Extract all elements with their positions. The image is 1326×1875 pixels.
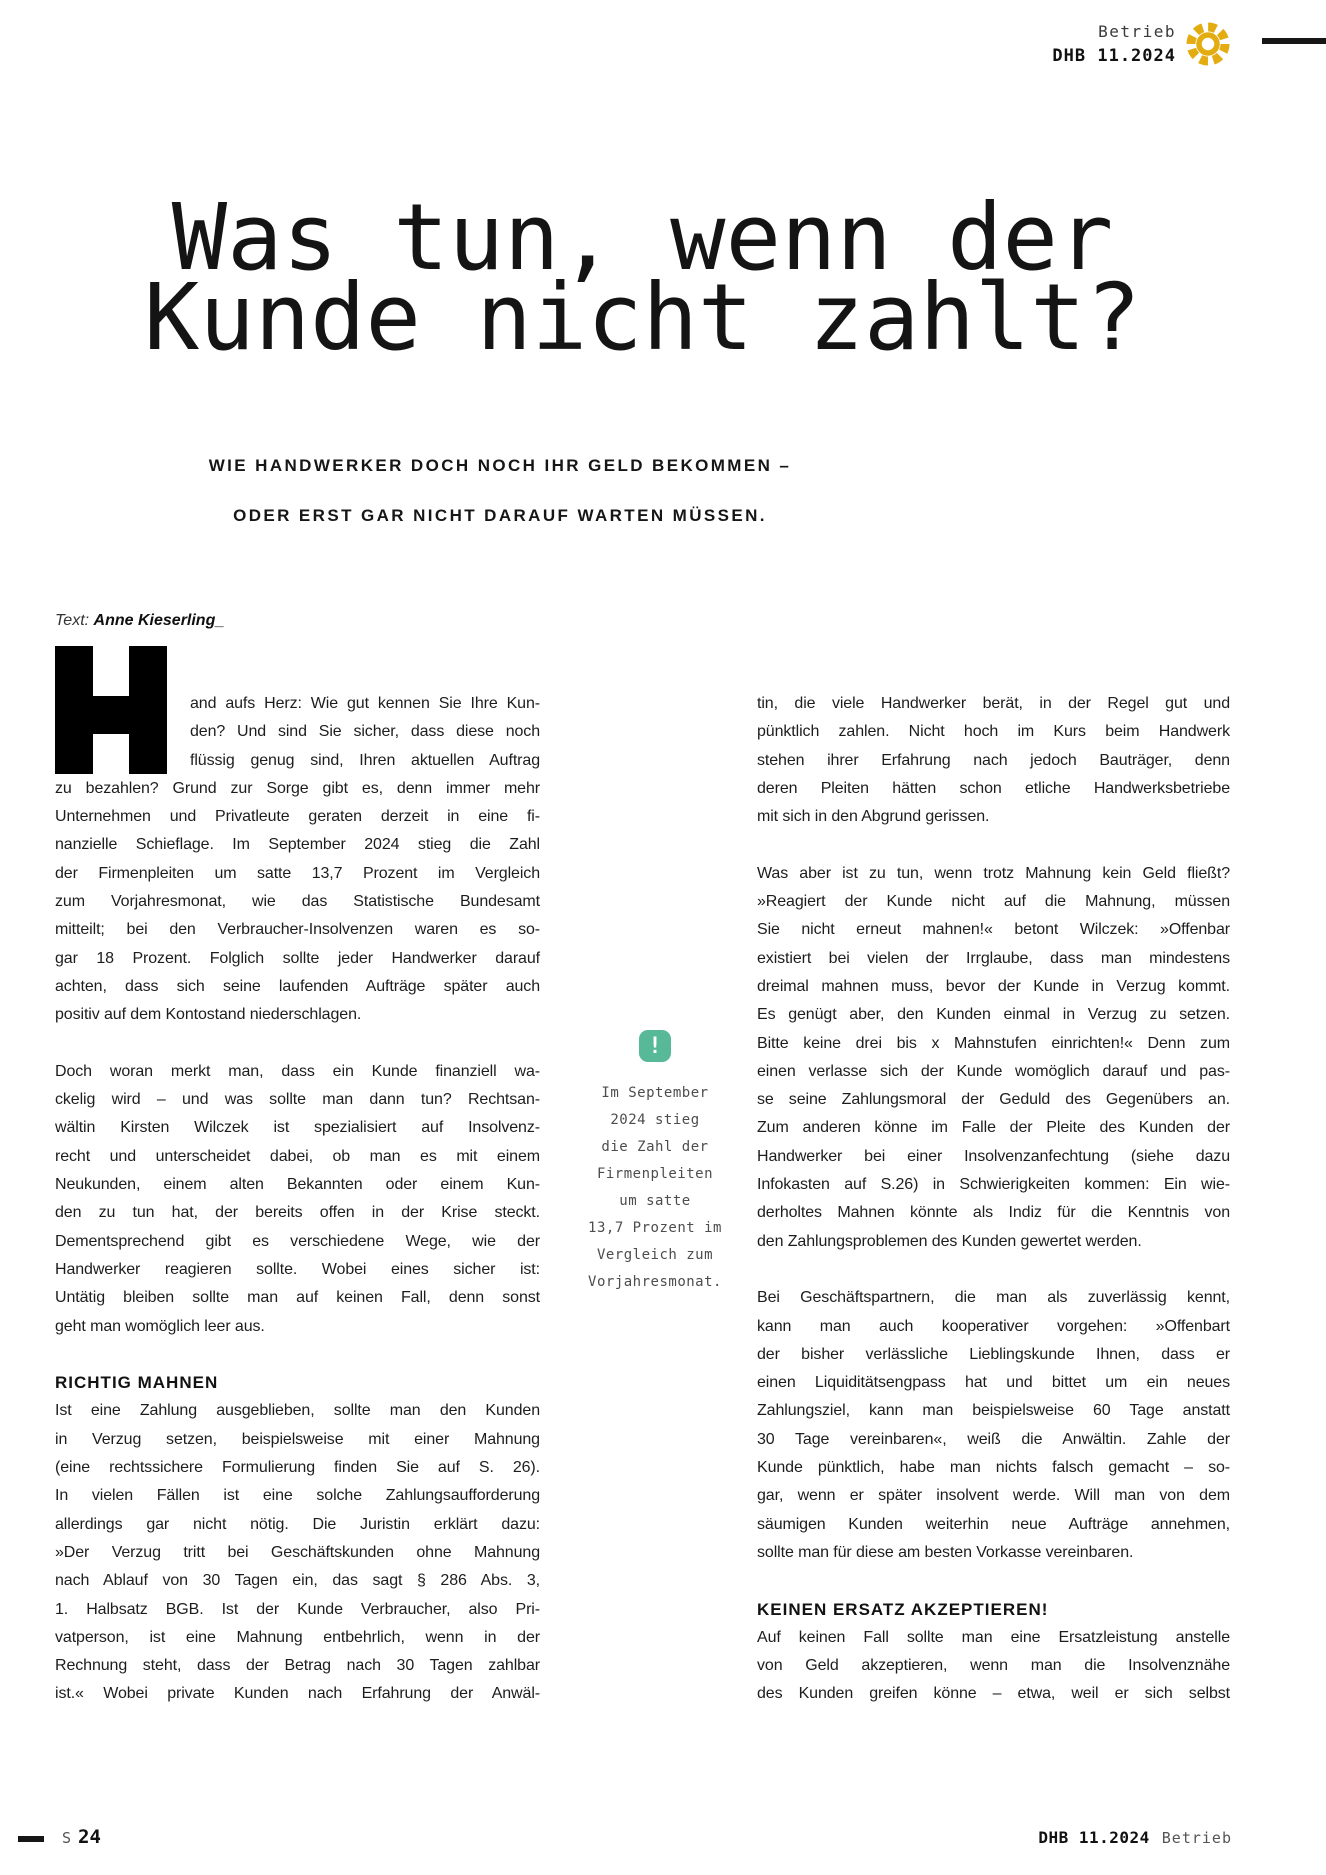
footer-left bbox=[62, 1826, 101, 1848]
text-line: einen Liquiditätsengpass hat und bittet um ein neues bbox=[757, 1374, 1230, 1392]
text-line: In vielen Fällen ist eine solche Zahlungsaufforderung bbox=[55, 1487, 540, 1505]
text-line: dreimal mahnen muss, bevor der Kunde in Verzug kommt. bbox=[757, 977, 1230, 995]
callout-line: Vorjahresmonat. bbox=[588, 1274, 722, 1290]
text-line: 30 Tage vereinbaren«, weiß die Anwältin. Zahle der bbox=[757, 1430, 1230, 1448]
text-line: 1. Halbsatz BGB. Ist der Kunde Verbraucher, also Pri- bbox=[55, 1600, 540, 1618]
text-line: Neukunden, einem alten Bekannten oder einem Kun- bbox=[55, 1176, 540, 1194]
paragraph bbox=[757, 860, 1230, 1256]
text-line: von Geld akzeptieren, wenn man die Insolvenznähe bbox=[757, 1657, 1230, 1675]
callout-line: um satte bbox=[619, 1193, 691, 1209]
text-line: geht man womöglich leer aus. bbox=[55, 1317, 265, 1335]
paragraph bbox=[55, 690, 540, 1030]
paragraph bbox=[757, 1284, 1230, 1567]
text-line: ist.« Wobei private Kunden nach Erfahrung der Anwäl- bbox=[55, 1685, 540, 1703]
header-rule bbox=[1262, 38, 1326, 44]
text-line: der bisher verlässliche Lieblingskunde Ihnen, dass er bbox=[757, 1345, 1230, 1363]
text-line: Auf keinen Fall sollte man eine Ersatzleistung anstelle bbox=[757, 1628, 1230, 1646]
text-line: Infokasten auf S.26) in Schwierigkeiten kommen: Ein wie- bbox=[757, 1176, 1230, 1194]
text-line: Kunde pünktlich, habe man nichts falsch gemacht – so- bbox=[757, 1459, 1230, 1477]
callout-line: Firmenpleiten bbox=[596, 1166, 714, 1182]
text-line: gar 18 Prozent. Folglich sollte jeder Handwerker darauf bbox=[55, 949, 540, 967]
text-line: existiert bei vielen der Irrglaube, dass man mindestens bbox=[757, 949, 1230, 967]
text-line: deren Pleiten hätten schon etliche Handwerksbetriebe bbox=[757, 779, 1230, 797]
text-line: derholtes Mahnen könnte als Indiz für die Kenntnis von bbox=[757, 1204, 1230, 1222]
text-line: se seine Zahlungsmoral der Geduld des Gegenübers an. bbox=[757, 1091, 1230, 1109]
page-footer bbox=[0, 1822, 1326, 1862]
dropcap-letter bbox=[55, 690, 190, 774]
text-line: kann man auch kooperativer vorgehen: »Offenbart bbox=[757, 1317, 1230, 1335]
page-header bbox=[1052, 20, 1232, 68]
text-line: nach Ablauf von 30 Tagen ein, das sagt § 286 Abs. 3, bbox=[55, 1572, 540, 1590]
text-line: Handwerker bei einer Insolvenzanfechtung (siehe dazu bbox=[757, 1147, 1230, 1165]
text-line: Rechnung steht, dass der Betrag nach 30 Tagen zahlbar bbox=[55, 1657, 540, 1675]
article-subtitle bbox=[55, 441, 945, 541]
title-line: Was tun, wenn der bbox=[171, 184, 1114, 291]
text-line: Es genügt aber, den Kunden einmal in Verzug zu setzen. bbox=[757, 1006, 1230, 1024]
paragraph bbox=[55, 1058, 540, 1341]
text-line: des Kunden greifen könne – etwa, weil er sich selbst bbox=[757, 1685, 1230, 1703]
text-line: recht und unterscheidet dabei, ob man es mit einem bbox=[55, 1147, 540, 1165]
text-line: stehen ihrer Erfahrung nach jedoch Bauträger, denn bbox=[757, 751, 1230, 769]
header-issue-label: DHB 11.2024 bbox=[1052, 46, 1176, 66]
text-line: flüssig genug sind, Ihren aktuellen Auftrag bbox=[190, 751, 540, 769]
text-line: Unternehmen und Privatleute geraten derzeit in eine fi- bbox=[55, 808, 540, 826]
text-line: ckelig wird – und was sollte man dann tun? Rechtsan- bbox=[55, 1091, 540, 1109]
section-heading: KEINEN ERSATZ AKZEPTIEREN! bbox=[757, 1599, 1049, 1619]
subtitle-line: WIE HANDWERKER DOCH NOCH IHR GELD BEKOMMEN – bbox=[208, 456, 792, 475]
paragraph bbox=[757, 690, 1230, 831]
title-line: Kunde nicht zahlt? bbox=[144, 264, 1141, 371]
text-line: zu bezahlen? Grund zur Sorge gibt es, denn immer mehr bbox=[55, 779, 540, 797]
text-line: sollte man für diese am besten Vorkasse vereinbaren. bbox=[757, 1543, 1134, 1561]
text-line: nanzielle Schieflage. Im September 2024 stieg die Zahl bbox=[55, 836, 540, 854]
text-line: Handwerker reagieren sollte. Wobei eines sicher ist: bbox=[55, 1260, 540, 1278]
text-line: »Der Verzug tritt bei Geschäftskunden ohne Mahnung bbox=[55, 1543, 540, 1561]
text-line: Bitte keine drei bis x Mahnstufen einrichten!« Denn zum bbox=[757, 1034, 1230, 1052]
callout-line: Vergleich zum bbox=[596, 1247, 714, 1263]
text-line: säumigen Kunden weiterhin neue Aufträge annehmen, bbox=[757, 1515, 1230, 1533]
text-line: den? Und sind Sie sicher, dass diese noch bbox=[190, 723, 540, 741]
text-line: in Verzug setzen, beispielsweise mit einer Mahnung bbox=[55, 1430, 540, 1448]
text-line: den zu tun hat, der bereits offen in der Krise steckt. bbox=[55, 1204, 540, 1222]
text-line: einen verlasse sich der Kunde womöglich darauf und pas- bbox=[757, 1062, 1230, 1080]
subtitle-line: ODER ERST GAR NICHT DARAUF WARTEN MÜSSEN. bbox=[233, 506, 767, 525]
text-line: Zahlungsziel, kann man beispielsweise 60 Tage anstatt bbox=[757, 1402, 1230, 1420]
text-line: and aufs Herz: Wie gut kennen Sie Ihre Kun- bbox=[190, 695, 540, 712]
paragraph bbox=[55, 1397, 540, 1708]
page-number-prefix: S bbox=[62, 1829, 73, 1847]
byline-author: Anne Kieserling_ bbox=[93, 612, 225, 629]
text-line: den Zahlungsproblemen des Kunden gewertet werden. bbox=[757, 1232, 1142, 1250]
paragraph bbox=[757, 1624, 1230, 1709]
gear-icon bbox=[1184, 20, 1232, 68]
article-title bbox=[55, 184, 1230, 371]
text-line: Sie nicht erneut mahnen!« betont Wilczek: »Offenbar bbox=[757, 921, 1230, 939]
page-number: 24 bbox=[78, 1826, 101, 1848]
column-2 bbox=[757, 690, 1230, 1709]
text-line: achten, dass sich seine laufenden Aufträge später auch bbox=[55, 977, 540, 995]
callout-line: 2024 stieg bbox=[610, 1112, 700, 1128]
text-line: Was aber ist zu tun, wenn trotz Mahnung kein Geld fließt? bbox=[757, 864, 1230, 882]
callout-text bbox=[565, 1080, 745, 1296]
callout-line: die Zahl der bbox=[601, 1139, 709, 1155]
column-1 bbox=[55, 690, 540, 1709]
text-line: tin, die viele Handwerker berät, in der Regel gut und bbox=[757, 695, 1230, 712]
text-line: Untätig bleiben sollte man auf keinen Fall, denn sonst bbox=[55, 1289, 540, 1307]
alert-icon: ! bbox=[639, 1030, 671, 1062]
text-line: Bei Geschäftspartnern, die man als zuverlässig kennt, bbox=[757, 1289, 1230, 1307]
text-line: Ist eine Zahlung ausgeblieben, sollte man den Kunden bbox=[55, 1402, 540, 1420]
footer-issue: DHB 11.2024 bbox=[1038, 1828, 1150, 1847]
text-line: allerdings gar nicht nötig. Die Juristin erklärt dazu: bbox=[55, 1515, 540, 1533]
text-line: gar, wenn er später insolvent werde. Will man von dem bbox=[757, 1487, 1230, 1505]
callout bbox=[565, 1030, 745, 1296]
footer-rule bbox=[18, 1836, 44, 1842]
byline bbox=[55, 612, 224, 630]
text-line: wältin Kirsten Wilczek ist spezialisiert auf Insolvenz- bbox=[55, 1119, 540, 1137]
text-line: mit sich in den Abgrund gerissen. bbox=[757, 808, 990, 826]
footer-right bbox=[1038, 1828, 1232, 1847]
text-line: positiv auf dem Kontostand niederschlagen. bbox=[55, 1006, 362, 1024]
header-section-label: Betrieb bbox=[1098, 22, 1176, 41]
text-line: Doch woran merkt man, dass ein Kunde finanziell wa- bbox=[55, 1062, 540, 1080]
text-line: Dementsprechend gibt es verschiedene Wege, wie der bbox=[55, 1232, 540, 1250]
text-line: mitteilt; bei den Verbraucher-Insolvenzen waren es so- bbox=[55, 921, 540, 939]
byline-label: Text: bbox=[55, 612, 90, 629]
text-line: zum Vorjahresmonat, wie das Statistische Bundesamt bbox=[55, 893, 540, 911]
text-line: (eine rechtssichere Formulierung finden Sie auf S. 26). bbox=[55, 1459, 540, 1477]
text-line: pünktlich zahlen. Nicht hoch im Kurs beim Handwerk bbox=[757, 723, 1230, 741]
callout-line: Im September bbox=[601, 1085, 709, 1101]
header-text bbox=[1052, 20, 1176, 68]
callout-line: 13,7 Prozent im bbox=[588, 1220, 722, 1236]
text-line: vatperson, ist eine Mahnung entbehrlich, wenn in der bbox=[55, 1628, 540, 1646]
section-heading: RICHTIG MAHNEN bbox=[55, 1373, 219, 1393]
text-line: Zum anderen könne im Falle der Pleite des Kunden der bbox=[757, 1119, 1230, 1137]
footer-section: Betrieb bbox=[1161, 1829, 1232, 1847]
text-line: der Firmenpleiten um satte 13,7 Prozent im Vergleich bbox=[55, 864, 540, 882]
text-line: »Reagiert der Kunde nicht auf die Mahnung, müssen bbox=[757, 893, 1230, 911]
